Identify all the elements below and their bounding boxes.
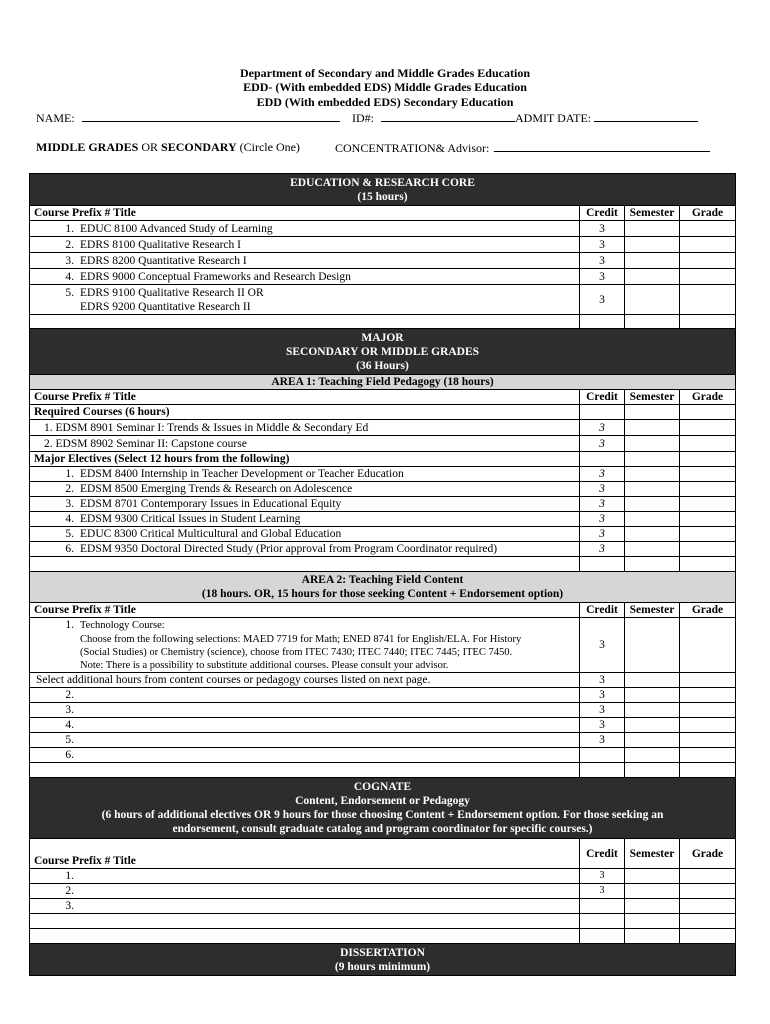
course-number: 3.	[65, 498, 74, 510]
credit-cell: 3	[580, 688, 625, 703]
course-name: EDUC 8300 Critical Multicultural and Global Education	[80, 528, 342, 540]
dissertation-hours: (9 hours minimum)	[334, 960, 431, 973]
grade-cell[interactable]	[680, 269, 736, 285]
core-hours: (15 hours)	[357, 190, 408, 203]
semester-cell[interactable]	[625, 237, 680, 253]
core-credit-col-header: Credit	[580, 206, 625, 221]
required-courses-label: Required Courses (6 hours)	[30, 405, 580, 420]
blank-row	[30, 929, 736, 944]
course-number: 2.	[65, 483, 74, 495]
credit-cell: 3	[580, 673, 625, 688]
technology-course-desc-1: Choose from the following selections: MAED 7719 for Math; ENED 8741 for English/ELA. For History	[80, 634, 522, 645]
core-course-col-header: Course Prefix # Title	[30, 206, 580, 221]
course-title	[30, 221, 580, 237]
core-grade-col-header: Grade	[680, 206, 736, 221]
course-number: 1.	[65, 870, 74, 882]
course-entry[interactable]	[30, 884, 580, 899]
id-field-row	[352, 110, 698, 125]
cognate-title: COGNATE	[353, 781, 412, 793]
admit-date-label: ADMIT DATE:	[515, 111, 592, 125]
course-number: 4.	[65, 270, 74, 283]
grade-cell[interactable]	[680, 482, 736, 497]
grade-cell[interactable]	[680, 718, 736, 733]
cognate-section-header	[30, 778, 736, 839]
table-row	[30, 618, 736, 673]
credit-cell: 3	[580, 718, 625, 733]
course-number: 1.	[65, 222, 74, 235]
blank-row	[30, 557, 736, 572]
major-section-header	[30, 329, 736, 375]
semester-cell[interactable]	[625, 618, 680, 673]
credit-cell: 3	[580, 482, 625, 497]
table-row	[30, 512, 736, 527]
course-name: EDSM 8500 Emerging Trends & Research on Adolescence	[80, 483, 353, 495]
semester-cell[interactable]	[625, 718, 680, 733]
course-number: 2.	[65, 238, 74, 251]
grade-cell[interactable]	[680, 884, 736, 899]
semester-cell[interactable]	[625, 688, 680, 703]
name-label: NAME:	[36, 111, 75, 125]
table-row	[30, 482, 736, 497]
course-name: EDSM 8901 Seminar I: Trends & Issues in Middle & Secondary Ed	[55, 421, 369, 434]
secondary-option[interactable]: SECONDARY	[161, 140, 237, 154]
name-input[interactable]	[82, 110, 340, 122]
dept-title: Department of Secondary and Middle Grades Education	[239, 66, 530, 80]
course-number: 1.	[65, 468, 74, 480]
area2-hours: (18 hours. OR, 15 hours for those seeking Content + Endorsement option)	[201, 588, 564, 600]
semester-cell[interactable]	[625, 869, 680, 884]
table-row	[30, 527, 736, 542]
table-row	[30, 436, 736, 452]
area1-course-col-header: Course Prefix # Title	[30, 390, 580, 405]
course-name-alt: EDRS 9200 Quantitative Research II	[80, 300, 251, 313]
grade-cell[interactable]	[680, 688, 736, 703]
major-electives-label: Major Electives (Select 12 hours from the following)	[30, 452, 580, 467]
grade-cell[interactable]	[680, 420, 736, 436]
credit-cell: 3	[580, 512, 625, 527]
course-name: EDRS 9000 Conceptual Frameworks and Research Design	[80, 270, 351, 283]
program-title-secondary: EDD (With embedded EDS) Secondary Education	[256, 95, 514, 109]
credit-cell	[580, 899, 625, 914]
area2-title: AREA 2: Teaching Field Content	[301, 574, 464, 586]
table-row	[30, 269, 736, 285]
course-number: 1.	[65, 619, 74, 631]
cognate-grade-col-header: Grade	[680, 839, 736, 869]
dissertation-section-header	[30, 944, 736, 976]
grade-cell[interactable]	[680, 467, 736, 482]
credit-cell: 3	[580, 420, 625, 436]
semester-cell[interactable]	[625, 899, 680, 914]
major-subtitle: SECONDARY OR MIDDLE GRADES	[285, 345, 480, 358]
course-title	[30, 467, 580, 482]
course-entry[interactable]	[30, 703, 580, 718]
course-title	[30, 253, 580, 269]
course-name: EDSM 8902 Seminar II: Capstone course	[55, 437, 247, 450]
major-title: MAJOR	[361, 331, 404, 344]
core-title: EDUCATION & RESEARCH CORE	[290, 176, 475, 189]
course-entry[interactable]	[30, 733, 580, 748]
course-title	[30, 420, 580, 436]
table-row	[30, 253, 736, 269]
credit-cell: 3	[580, 269, 625, 285]
area1-header: AREA 1: Teaching Field Pedagogy (18 hours)	[30, 375, 736, 390]
core-section-header	[30, 174, 736, 206]
course-entry[interactable]	[30, 748, 580, 763]
course-number: 5.	[65, 528, 74, 540]
area2-grade-col-header: Grade	[680, 603, 736, 618]
course-title	[30, 542, 580, 557]
major-hours: (36 Hours)	[356, 359, 409, 372]
grade-cell[interactable]	[680, 237, 736, 253]
course-name: EDRS 8200 Quantitative Research I	[80, 254, 247, 267]
grade-cell[interactable]	[680, 703, 736, 718]
table-row	[30, 899, 736, 914]
grade-cell[interactable]	[680, 733, 736, 748]
course-name: EDSM 9300 Critical Issues in Student Learning	[80, 513, 301, 525]
area1-credit-col-header: Credit	[580, 390, 625, 405]
or-text: OR	[141, 140, 159, 154]
grade-cell[interactable]	[680, 673, 736, 688]
course-title	[30, 482, 580, 497]
technology-course-cell	[30, 618, 580, 673]
course-title	[30, 285, 580, 315]
table-row	[30, 420, 736, 436]
grade-cell[interactable]	[680, 618, 736, 673]
credit-cell: 3	[580, 497, 625, 512]
course-number: 2.	[65, 689, 74, 701]
course-title	[30, 436, 580, 452]
semester-cell[interactable]	[625, 285, 680, 315]
technology-course-note: Note: There is a possibility to substitute additional courses. Please consult your advisor.	[80, 660, 449, 671]
blank-row	[30, 763, 736, 778]
area2-semester-col-header: Semester	[625, 603, 680, 618]
table-row	[30, 237, 736, 253]
technology-course-title: Technology Course:	[80, 620, 165, 631]
course-entry[interactable]	[30, 718, 580, 733]
credit-cell: 3	[580, 618, 625, 673]
course-title	[30, 512, 580, 527]
course-number: 2.	[44, 437, 53, 450]
table-row	[30, 221, 736, 237]
course-entry[interactable]	[30, 688, 580, 703]
id-label: ID#:	[352, 111, 374, 125]
grade-cell[interactable]	[680, 285, 736, 315]
concentration-input[interactable]	[494, 140, 710, 152]
semester-cell[interactable]	[625, 512, 680, 527]
course-name: EDSM 8400 Internship in Teacher Development or Teacher Education	[80, 468, 404, 480]
semester-cell[interactable]	[625, 253, 680, 269]
grades-row	[36, 140, 300, 154]
course-number: 4.	[65, 719, 74, 731]
course-name: EDUC 8100 Advanced Study of Learning	[80, 222, 273, 235]
program-title-middle: EDD- (With embedded EDS) Middle Grades Education	[243, 80, 527, 94]
grade-cell[interactable]	[680, 869, 736, 884]
grade-cell[interactable]	[680, 542, 736, 557]
table-row	[30, 467, 736, 482]
grade-cell[interactable]	[680, 497, 736, 512]
course-name: EDSM 9350 Doctoral Directed Study (Prior approval from Program Coordinator required)	[80, 543, 498, 555]
course-name: EDSM 8701 Contemporary Issues in Educational Equity	[80, 498, 342, 510]
area2-course-col-header: Course Prefix # Title	[30, 603, 580, 618]
semester-cell[interactable]	[625, 221, 680, 237]
course-number: 5.	[65, 734, 74, 746]
table-row	[30, 869, 736, 884]
grade-cell[interactable]	[680, 748, 736, 763]
table-row	[30, 688, 736, 703]
semester-cell[interactable]	[625, 467, 680, 482]
credit-cell: 3	[580, 467, 625, 482]
credit-cell: 3	[580, 237, 625, 253]
table-row	[30, 703, 736, 718]
course-number: 2.	[65, 885, 74, 897]
grade-cell[interactable]	[680, 512, 736, 527]
credit-cell: 3	[580, 221, 625, 237]
table-row	[30, 748, 736, 763]
semester-cell[interactable]	[625, 542, 680, 557]
technology-course-desc-2: (Social Studies) or Chemistry (science), choose from ITEC 7430; ITEC 7440; ITEC 7445; ITEC 7450.	[80, 647, 513, 658]
credit-cell: 3	[580, 733, 625, 748]
concentration-row	[335, 140, 710, 155]
semester-cell[interactable]	[625, 748, 680, 763]
course-entry[interactable]	[30, 869, 580, 884]
table-row	[30, 673, 736, 688]
semester-cell[interactable]	[625, 497, 680, 512]
course-name: EDRS 8100 Qualitative Research I	[80, 238, 241, 251]
course-name: EDRS 9100 Qualitative Research II OR	[80, 286, 264, 299]
blank-row	[30, 914, 736, 929]
credit-cell: 3	[580, 869, 625, 884]
course-title	[30, 269, 580, 285]
course-title	[30, 237, 580, 253]
table-row	[30, 497, 736, 512]
semester-cell[interactable]	[625, 884, 680, 899]
grade-cell[interactable]	[680, 436, 736, 452]
core-semester-col-header: Semester	[625, 206, 680, 221]
course-title	[30, 527, 580, 542]
course-plan-table	[29, 173, 736, 976]
semester-cell[interactable]	[625, 703, 680, 718]
cognate-course-col-header: Course Prefix # Title	[30, 839, 580, 869]
grade-cell[interactable]	[680, 899, 736, 914]
semester-cell[interactable]	[625, 420, 680, 436]
course-number: 3.	[65, 900, 74, 912]
area2-credit-col-header: Credit	[580, 603, 625, 618]
course-number: 3.	[65, 704, 74, 716]
cognate-credit-col-header: Credit	[580, 839, 625, 869]
semester-cell[interactable]	[625, 733, 680, 748]
grade-cell[interactable]	[680, 253, 736, 269]
credit-cell: 3	[580, 253, 625, 269]
semester-cell[interactable]	[625, 673, 680, 688]
area1-grade-col-header: Grade	[680, 390, 736, 405]
credit-cell: 3	[580, 703, 625, 718]
admit-date-input[interactable]	[594, 110, 698, 122]
middle-grades-option[interactable]: MIDDLE GRADES	[36, 140, 139, 154]
course-number: 3.	[65, 254, 74, 267]
cognate-subtitle: Content, Endorsement or Pedagogy	[295, 795, 470, 807]
table-row	[30, 884, 736, 899]
concentration-label: CONCENTRATION& Advisor:	[335, 141, 490, 155]
semester-cell[interactable]	[625, 269, 680, 285]
credit-cell: 3	[580, 542, 625, 557]
blank-row	[30, 315, 736, 329]
credit-cell: 3	[580, 527, 625, 542]
grade-cell[interactable]	[680, 527, 736, 542]
select-additional-note: Select additional hours from content courses or pedagogy courses listed on next page.	[30, 673, 580, 688]
dissertation-title: DISSERTATION	[340, 946, 425, 959]
course-number: 6.	[65, 749, 74, 761]
circle-one-note: (Circle One)	[239, 140, 300, 154]
semester-cell[interactable]	[625, 436, 680, 452]
id-input[interactable]	[381, 110, 515, 122]
course-number: 6.	[65, 543, 74, 555]
table-row	[30, 285, 736, 315]
area2-header	[30, 572, 736, 603]
name-field-row	[36, 110, 340, 125]
grade-cell[interactable]	[680, 221, 736, 237]
credit-cell: 3	[580, 436, 625, 452]
credit-cell: 3	[580, 285, 625, 315]
table-row	[30, 733, 736, 748]
table-row	[30, 542, 736, 557]
course-title	[30, 497, 580, 512]
semester-cell[interactable]	[625, 482, 680, 497]
course-number: 1.	[44, 421, 53, 434]
cognate-description: (6 hours of additional electives OR 9 hours for those choosing Content + Endorsement option. For those seeking an endorsement, consult graduate catalog and program coordinator for specific courses.)	[101, 809, 664, 835]
area1-semester-col-header: Semester	[625, 390, 680, 405]
course-entry[interactable]	[30, 899, 580, 914]
semester-cell[interactable]	[625, 527, 680, 542]
cognate-semester-col-header: Semester	[625, 839, 680, 869]
course-number: 4.	[65, 513, 74, 525]
credit-cell	[580, 748, 625, 763]
credit-cell: 3	[580, 884, 625, 899]
table-row	[30, 718, 736, 733]
course-number: 5.	[65, 286, 74, 299]
